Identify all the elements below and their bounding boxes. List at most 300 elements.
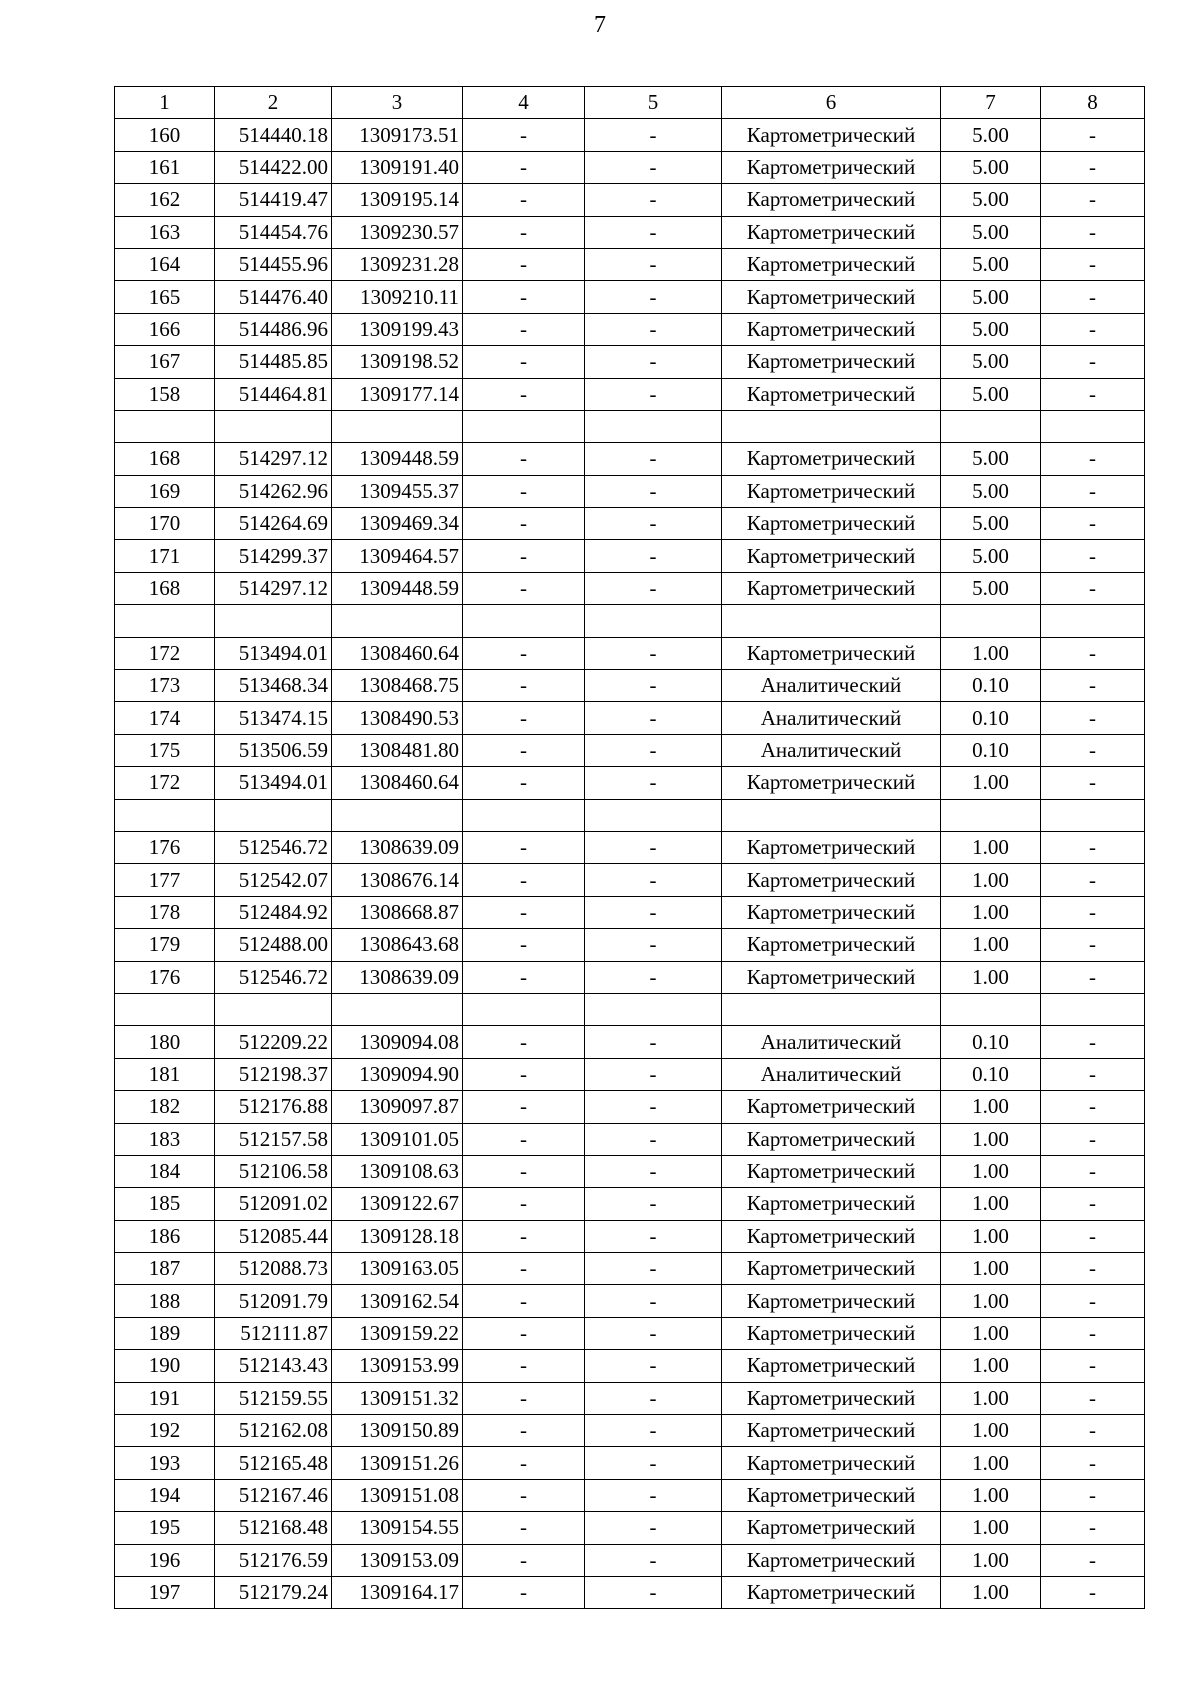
table-row [115, 1123, 1145, 1155]
table-cell: Картометрический [722, 1382, 941, 1414]
table-cell: Картометрический [722, 864, 941, 896]
table-cell: 1.00 [941, 637, 1041, 669]
table-cell: 514464.81 [215, 378, 332, 410]
table-cell: - [585, 864, 722, 896]
table-cell: Картометрический [722, 1091, 941, 1123]
table-cell: 1309164.17 [332, 1576, 463, 1608]
table-row [115, 734, 1145, 766]
table-cell: - [585, 475, 722, 507]
column-header: 7 [941, 87, 1041, 119]
table-cell: Картометрический [722, 961, 941, 993]
table-cell [215, 799, 332, 831]
table-cell: - [463, 637, 585, 669]
table-cell: - [1041, 119, 1145, 151]
table-cell: - [463, 248, 585, 280]
table-cell: - [463, 119, 585, 151]
table-cell: Картометрический [722, 151, 941, 183]
table-cell: 512167.46 [215, 1479, 332, 1511]
table-cell: 1309153.99 [332, 1350, 463, 1382]
table-cell: Картометрический [722, 475, 941, 507]
table-cell: - [1041, 702, 1145, 734]
table-cell: - [463, 1253, 585, 1285]
table-cell: 5.00 [941, 378, 1041, 410]
table-cell [941, 799, 1041, 831]
table-row [115, 864, 1145, 896]
table-cell: Картометрический [722, 1350, 941, 1382]
table-cell: - [1041, 443, 1145, 475]
table-cell: 1.00 [941, 1447, 1041, 1479]
table-cell: - [1041, 961, 1145, 993]
table-cell: 1309151.32 [332, 1382, 463, 1414]
table-cell: 171 [115, 540, 215, 572]
table-cell: 1.00 [941, 1155, 1041, 1187]
table-cell [1041, 605, 1145, 637]
table-cell: Картометрический [722, 1123, 941, 1155]
table-cell: Картометрический [722, 540, 941, 572]
table-cell: - [585, 184, 722, 216]
table-cell: 174 [115, 702, 215, 734]
table-cell: - [585, 1026, 722, 1058]
table-cell: 512209.22 [215, 1026, 332, 1058]
table-cell: 512198.37 [215, 1058, 332, 1090]
table-cell: 5.00 [941, 216, 1041, 248]
table-cell: - [585, 378, 722, 410]
table-row [115, 443, 1145, 475]
table-cell: 1309177.14 [332, 378, 463, 410]
table-cell: Картометрический [722, 184, 941, 216]
table-cell: - [463, 1544, 585, 1576]
table-cell: 514454.76 [215, 216, 332, 248]
table-cell: 1.00 [941, 896, 1041, 928]
table-cell: Аналитический [722, 670, 941, 702]
table-cell: Аналитический [722, 1026, 941, 1058]
table-cell: 512111.87 [215, 1317, 332, 1349]
table-cell: 192 [115, 1415, 215, 1447]
table-cell: 163 [115, 216, 215, 248]
table-cell [332, 799, 463, 831]
table-cell: 197 [115, 1576, 215, 1608]
table-body [115, 119, 1145, 1609]
table-cell [463, 993, 585, 1025]
table-row [115, 1026, 1145, 1058]
table-cell: 512165.48 [215, 1447, 332, 1479]
table-cell: Картометрический [722, 767, 941, 799]
table-cell: - [585, 734, 722, 766]
table-cell: Картометрический [722, 1415, 941, 1447]
table-cell: 1309469.34 [332, 508, 463, 540]
table-cell: 0.10 [941, 1058, 1041, 1090]
table-cell [1041, 799, 1145, 831]
table-cell: Картометрический [722, 346, 941, 378]
table-cell: 175 [115, 734, 215, 766]
table-cell: 1.00 [941, 961, 1041, 993]
table-cell: - [463, 475, 585, 507]
table-cell: 1.00 [941, 929, 1041, 961]
table-cell: - [1041, 767, 1145, 799]
table-cell: 164 [115, 248, 215, 280]
table-cell: - [585, 1350, 722, 1382]
table-cell: - [1041, 346, 1145, 378]
table-cell: - [463, 216, 585, 248]
table-cell: - [1041, 1447, 1145, 1479]
table-cell: 187 [115, 1253, 215, 1285]
table-cell: 196 [115, 1544, 215, 1576]
table-row [115, 1220, 1145, 1252]
table-cell [463, 605, 585, 637]
table-cell: Картометрический [722, 216, 941, 248]
column-header: 1 [115, 87, 215, 119]
table-cell: - [1041, 151, 1145, 183]
table-cell: 5.00 [941, 508, 1041, 540]
table-cell: - [1041, 248, 1145, 280]
table-cell: - [1041, 1350, 1145, 1382]
table-cell: 1.00 [941, 1576, 1041, 1608]
table-cell: 166 [115, 313, 215, 345]
table-cell: - [585, 151, 722, 183]
table-cell: 1309199.43 [332, 313, 463, 345]
table-row [115, 281, 1145, 313]
table-row [115, 1188, 1145, 1220]
table-cell [463, 799, 585, 831]
table-cell: 1309153.09 [332, 1544, 463, 1576]
table-row [115, 1155, 1145, 1187]
table-row [115, 1415, 1145, 1447]
table-cell: - [585, 1155, 722, 1187]
table-cell: Картометрический [722, 281, 941, 313]
table-row [115, 184, 1145, 216]
table-row [115, 831, 1145, 863]
table-cell: 176 [115, 831, 215, 863]
table-cell: - [585, 443, 722, 475]
table-cell: 512088.73 [215, 1253, 332, 1285]
table-row [115, 1382, 1145, 1414]
column-header: 8 [1041, 87, 1145, 119]
table-cell: 5.00 [941, 443, 1041, 475]
table-cell: 512143.43 [215, 1350, 332, 1382]
table-cell [215, 993, 332, 1025]
table-cell: - [585, 1544, 722, 1576]
table-header-row [115, 87, 1145, 119]
table-cell: - [585, 1447, 722, 1479]
table-cell [722, 605, 941, 637]
table-cell: 172 [115, 637, 215, 669]
table-cell: - [585, 346, 722, 378]
table-cell: 1309448.59 [332, 443, 463, 475]
table-cell: - [1041, 1512, 1145, 1544]
table-cell: - [463, 1026, 585, 1058]
table-row [115, 151, 1145, 183]
table-row [115, 346, 1145, 378]
table-cell: 161 [115, 151, 215, 183]
table-row [115, 119, 1145, 151]
table-cell: - [585, 1123, 722, 1155]
table-cell: - [585, 1058, 722, 1090]
page-number: 7 [594, 12, 606, 38]
table-cell: - [463, 961, 585, 993]
table-cell: 158 [115, 378, 215, 410]
table-cell: 514486.96 [215, 313, 332, 345]
table-cell: 512091.79 [215, 1285, 332, 1317]
table-cell: - [463, 540, 585, 572]
table-row [115, 1350, 1145, 1382]
table-cell: 1309163.05 [332, 1253, 463, 1285]
table-cell [585, 993, 722, 1025]
table-cell: 1.00 [941, 1479, 1041, 1511]
table-cell: 0.10 [941, 670, 1041, 702]
table-cell: 1308676.14 [332, 864, 463, 896]
table-row [115, 410, 1145, 442]
table-cell: Картометрический [722, 1576, 941, 1608]
table-row [115, 1447, 1145, 1479]
table-cell: 1308668.87 [332, 896, 463, 928]
table-row [115, 572, 1145, 604]
table-cell: 172 [115, 767, 215, 799]
table-cell: - [1041, 475, 1145, 507]
table-cell: 512484.92 [215, 896, 332, 928]
table-cell: - [463, 1220, 585, 1252]
table-cell: Картометрический [722, 637, 941, 669]
table-cell: Картометрический [722, 1285, 941, 1317]
table-cell: 5.00 [941, 475, 1041, 507]
table-cell [941, 993, 1041, 1025]
table-cell: 183 [115, 1123, 215, 1155]
table-cell: 514440.18 [215, 119, 332, 151]
table-cell: - [585, 1317, 722, 1349]
table-cell: 513468.34 [215, 670, 332, 702]
table-row [115, 378, 1145, 410]
table-cell: 513474.15 [215, 702, 332, 734]
table-cell: - [463, 151, 585, 183]
table-cell: 0.10 [941, 734, 1041, 766]
table-cell: 1309108.63 [332, 1155, 463, 1187]
column-header: 5 [585, 87, 722, 119]
table-cell: 1309448.59 [332, 572, 463, 604]
table-cell: - [585, 119, 722, 151]
table-cell: 176 [115, 961, 215, 993]
table-cell: 1309097.87 [332, 1091, 463, 1123]
table-cell: - [463, 508, 585, 540]
table-cell [332, 993, 463, 1025]
table-cell: 512542.07 [215, 864, 332, 896]
table-cell: - [585, 670, 722, 702]
table-cell: - [463, 443, 585, 475]
table-cell: 1.00 [941, 1415, 1041, 1447]
table-cell: Картометрический [722, 572, 941, 604]
table-cell [332, 605, 463, 637]
table-cell: - [1041, 929, 1145, 961]
table-cell: - [585, 929, 722, 961]
table-cell: - [585, 216, 722, 248]
table-cell: 5.00 [941, 184, 1041, 216]
table-cell: 512085.44 [215, 1220, 332, 1252]
table-cell: Аналитический [722, 734, 941, 766]
table-cell: - [1041, 1382, 1145, 1414]
table-cell: 0.10 [941, 702, 1041, 734]
table-cell: 514476.40 [215, 281, 332, 313]
table-cell: - [463, 864, 585, 896]
table-cell: Картометрический [722, 119, 941, 151]
table-row [115, 1058, 1145, 1090]
table-cell: - [585, 1415, 722, 1447]
table-cell: 1.00 [941, 1350, 1041, 1382]
table-cell: 512176.88 [215, 1091, 332, 1123]
table-cell [215, 605, 332, 637]
table-cell: 1.00 [941, 1091, 1041, 1123]
table-cell: Картометрический [722, 1220, 941, 1252]
table-cell: - [463, 831, 585, 863]
column-header: 3 [332, 87, 463, 119]
table-cell: 514422.00 [215, 151, 332, 183]
table-cell: - [1041, 378, 1145, 410]
table-cell: 1309094.90 [332, 1058, 463, 1090]
table-cell: - [585, 896, 722, 928]
table-cell: - [463, 1512, 585, 1544]
table-cell: 189 [115, 1317, 215, 1349]
table-cell: 1309210.11 [332, 281, 463, 313]
table-cell: Картометрический [722, 313, 941, 345]
table-cell: Картометрический [722, 1447, 941, 1479]
table-cell: 5.00 [941, 281, 1041, 313]
table-row [115, 1091, 1145, 1123]
table-cell: 514299.37 [215, 540, 332, 572]
table-cell: 181 [115, 1058, 215, 1090]
table-row [115, 508, 1145, 540]
table-cell: 1.00 [941, 1512, 1041, 1544]
table-cell: - [1041, 1091, 1145, 1123]
table-cell: - [1041, 1253, 1145, 1285]
table-cell: 1309128.18 [332, 1220, 463, 1252]
table-cell: - [463, 767, 585, 799]
table-row [115, 1253, 1145, 1285]
table-cell: - [585, 637, 722, 669]
table-cell [585, 410, 722, 442]
table-cell: 1309094.08 [332, 1026, 463, 1058]
table-cell: - [1041, 1317, 1145, 1349]
table-cell: - [585, 831, 722, 863]
table-cell: - [463, 1317, 585, 1349]
table-row [115, 1479, 1145, 1511]
table-cell: Картометрический [722, 1188, 941, 1220]
table-cell: - [463, 378, 585, 410]
table-cell: Картометрический [722, 831, 941, 863]
table-cell [463, 410, 585, 442]
table-cell: Картометрический [722, 1155, 941, 1187]
table-cell: - [463, 929, 585, 961]
table-row [115, 1544, 1145, 1576]
table-cell [585, 799, 722, 831]
table-cell: 1308490.53 [332, 702, 463, 734]
table-cell: - [1041, 184, 1145, 216]
table-row [115, 929, 1145, 961]
table-cell: - [585, 1479, 722, 1511]
table-cell: 1.00 [941, 1544, 1041, 1576]
table-cell: 514455.96 [215, 248, 332, 280]
table-cell: - [585, 540, 722, 572]
table-row [115, 313, 1145, 345]
table-cell: 1309162.54 [332, 1285, 463, 1317]
table-cell: 1.00 [941, 1123, 1041, 1155]
table-cell: Картометрический [722, 443, 941, 475]
table-cell: 514485.85 [215, 346, 332, 378]
table-cell: - [1041, 1576, 1145, 1608]
table-cell: 162 [115, 184, 215, 216]
table-cell: - [585, 248, 722, 280]
table-cell: 178 [115, 896, 215, 928]
table-cell: 1308460.64 [332, 767, 463, 799]
table-cell: - [463, 702, 585, 734]
table-cell: 1309191.40 [332, 151, 463, 183]
table-cell [115, 993, 215, 1025]
table-cell: - [1041, 1220, 1145, 1252]
table-cell: - [1041, 281, 1145, 313]
table-cell: - [1041, 670, 1145, 702]
table-cell: - [585, 1576, 722, 1608]
table-cell: 514297.12 [215, 443, 332, 475]
table-cell: 5.00 [941, 313, 1041, 345]
table-cell: 182 [115, 1091, 215, 1123]
table-cell [722, 993, 941, 1025]
table-cell: 177 [115, 864, 215, 896]
table-cell: 513494.01 [215, 637, 332, 669]
table-cell: 1.00 [941, 1253, 1041, 1285]
table-cell: - [463, 896, 585, 928]
table-cell: 1309101.05 [332, 1123, 463, 1155]
table-cell [215, 410, 332, 442]
table-cell: 1309151.26 [332, 1447, 463, 1479]
table-cell: - [463, 1058, 585, 1090]
table-cell [941, 410, 1041, 442]
table-cell: - [463, 1123, 585, 1155]
table-cell: - [1041, 1479, 1145, 1511]
table-cell: - [585, 1220, 722, 1252]
table-row [115, 475, 1145, 507]
table-row [115, 248, 1145, 280]
column-header: 2 [215, 87, 332, 119]
table-cell: 1309154.55 [332, 1512, 463, 1544]
table-cell [585, 605, 722, 637]
table-cell: 514419.47 [215, 184, 332, 216]
table-cell: 512179.24 [215, 1576, 332, 1608]
table-cell: - [1041, 1188, 1145, 1220]
table-cell: 512488.00 [215, 929, 332, 961]
table-row [115, 637, 1145, 669]
table-cell: - [585, 767, 722, 799]
table-cell: - [463, 1188, 585, 1220]
table-cell: Аналитический [722, 1058, 941, 1090]
table-cell: - [1041, 637, 1145, 669]
table-cell: 184 [115, 1155, 215, 1187]
table-cell: Картометрический [722, 896, 941, 928]
table-cell: 1.00 [941, 1220, 1041, 1252]
table-cell: 512176.59 [215, 1544, 332, 1576]
table-cell: - [463, 1350, 585, 1382]
table-cell: 512106.58 [215, 1155, 332, 1187]
table-cell: 514264.69 [215, 508, 332, 540]
table-row [115, 670, 1145, 702]
table-cell: 165 [115, 281, 215, 313]
table-cell: 0.10 [941, 1026, 1041, 1058]
table-row [115, 216, 1145, 248]
table-cell: Картометрический [722, 1253, 941, 1285]
table-cell: 5.00 [941, 540, 1041, 572]
table-cell: Картометрический [722, 1512, 941, 1544]
table-cell: Картометрический [722, 378, 941, 410]
table-cell: 512162.08 [215, 1415, 332, 1447]
table-row [115, 605, 1145, 637]
table-cell: - [585, 1091, 722, 1123]
table-cell: 512546.72 [215, 831, 332, 863]
table-row [115, 961, 1145, 993]
